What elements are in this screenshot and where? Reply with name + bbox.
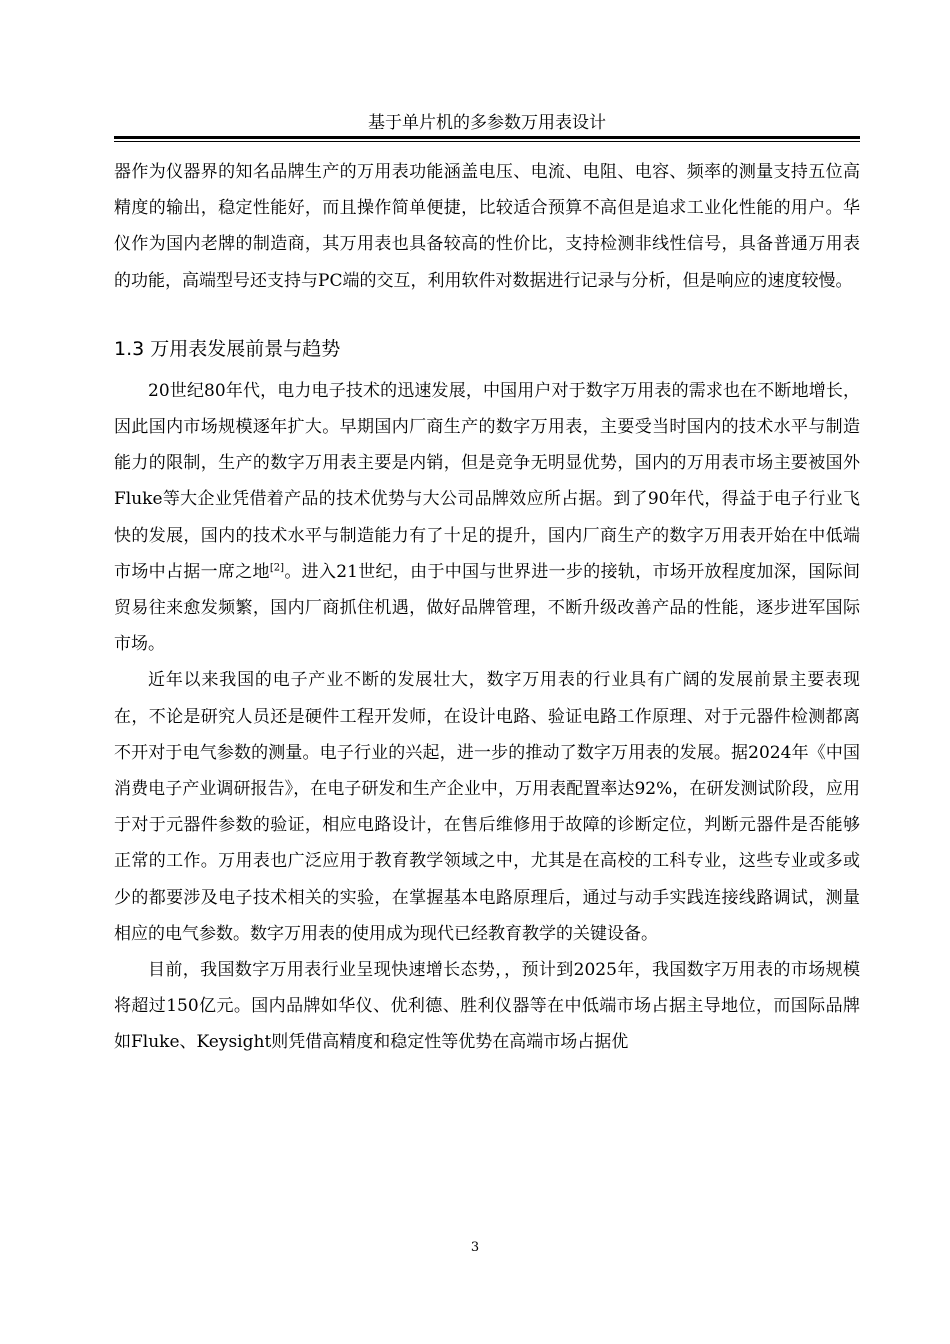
body-text bbox=[114, 154, 860, 1061]
paragraph-current-status: 目前，我国数字万用表行业呈现快速增长态势，，预计到2025年，我国数字万用表的市场规模将超过150亿元。国内品牌如华仪、优利德、胜利仪器等在中低端市场占据主导地位，而国际品牌如Fluke、Keysight则凭借高精度和稳定性等优势在高端市场占据优 bbox=[114, 960, 860, 1053]
page-number: 3 bbox=[470, 1240, 480, 1255]
paragraph-history-text-2: 。进入21世纪，由于中国与世界进一步的接轨，市场开放程度加深，国际间贸易往来愈发频繁，国内厂商抓住机遇，做好品牌管理，不断升级改善产品的性能，逐步进军国际市场。 bbox=[114, 561, 860, 655]
header-double-rule bbox=[114, 136, 860, 142]
paragraph-history-text-1: 20世纪80年代，电力电子技术的迅速发展，中国用户对于数字万用表的需求也在不断地增长，因此国内市场规模逐年扩大。早期国内厂商生产的数字万用表，主要受当时国内的技术水平与制造能力的限制，生产的数字万用表主要是内销，但是竞争无明显优势，国内的万用表市场主要被国外Fluke等大企业凭借着产品的技术优势与大公司品牌效应所占据。到了90年代，得益于电子行业飞快的发展，国内的技术水平与制造能力有了十足的提升，国内厂商生产的数字万用表开始在中低端市场中占据一席之地 bbox=[114, 380, 860, 582]
running-header: 基于单片机的多参数万用表设计 bbox=[368, 113, 606, 133]
citation-ref[interactable]: [2] bbox=[269, 562, 284, 574]
section-heading: 1.3 万用表发展前景与趋势 bbox=[114, 337, 341, 360]
paragraph-prospects: 近年以来我国的电子产业不断的发展壮大，数字万用表的行业具有广阔的发展前景主要表现在，不论是研究人员还是硬件工程开发师，在设计电路、验证电路工作原理、对于元器件检测都离不开对于电气参数的测量。电子行业的兴起，进一步的推动了数字万用表的发展。据2024年《中国消费电子产业调研报告》，在电子研发和生产企业中，万用表配置率达92%，在研发测试阶段，应用于对于元器件参数的验证，相应电路设计，在售后维修用于故障的诊断定位，判断元器件是否能够正常的工作。万用表也广泛应用于教育教学领域之中，尤其是在高校的工科专业，这些专业或多或少的都要涉及电子技术相关的实验，在掌握基本电路原理后，通过与动手实践连接线路调试，测量相应的电气参数。数字万用表的使用成为现代已经教育教学的关键设备。 bbox=[114, 670, 860, 944]
paragraph-continued: 器作为仪器界的知名品牌生产的万用表功能涵盖电压、电流、电阻、电容、频率的测量支持五位高精度的输出，稳定性能好，而且操作简单便捷，比较适合预算不高但是追求工业化性能的用户。华仪作为国内老牌的制造商，其万用表也具备较高的性价比，支持检测非线性信号，具备普通万用表的功能，高端型号还支持与PC端的交互，利用软件对数据进行记录与分析，但是响应的速度较慢。 bbox=[114, 162, 860, 291]
paragraph-history bbox=[114, 373, 860, 663]
